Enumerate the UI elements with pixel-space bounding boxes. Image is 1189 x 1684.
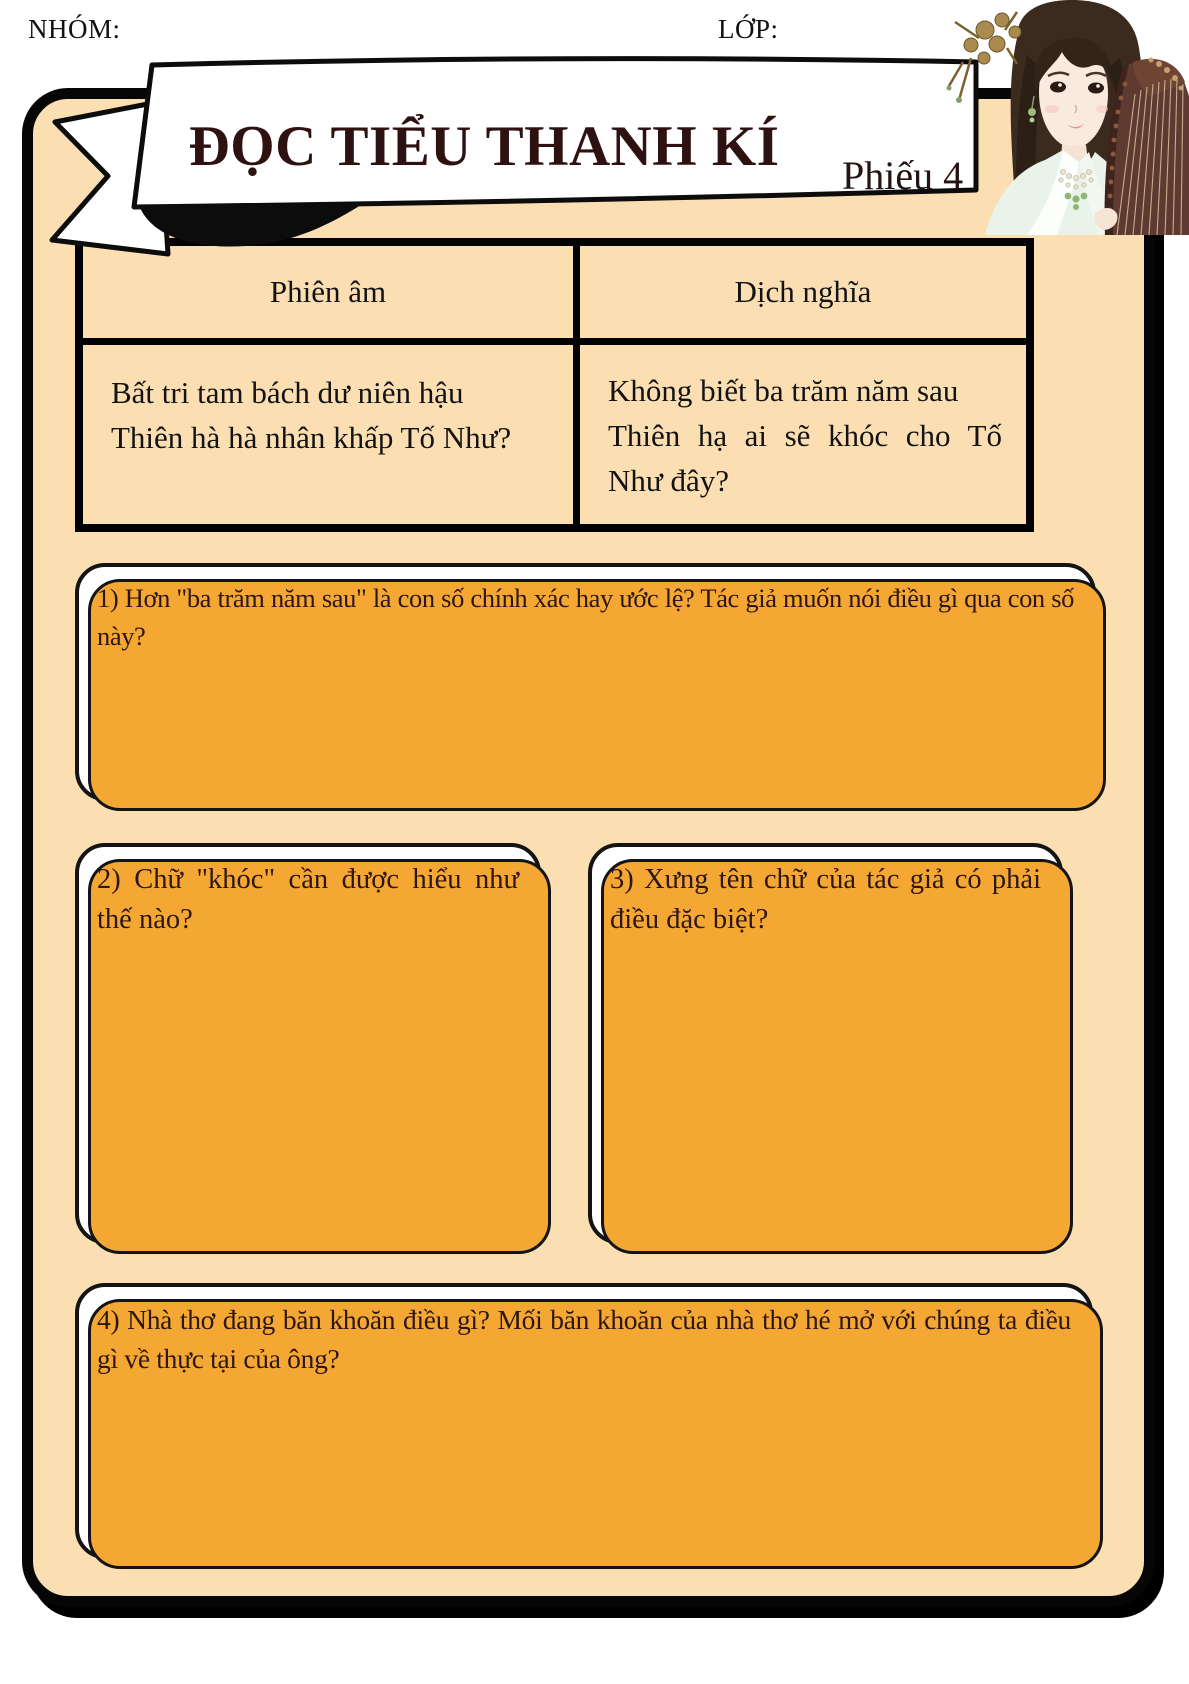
worksheet-title: ĐỌC TIỂU THANH KÍ <box>188 115 780 178</box>
question-1-text: 1) Hơn "ba trăm năm sau" là con số chính xác hay ước lệ? Tác giả muốn nói điều gì qua con số này? <box>97 583 1074 651</box>
question-4-text: 4) Nhà thơ đang băn khoăn điều gì? Mối băn khoăn của nhà thơ hé mở với chúng ta điều gì về thực tại của ông? <box>97 1304 1071 1375</box>
table-cell-dich-nghia <box>580 345 1026 524</box>
woman-guzheng-illustration <box>867 0 1189 235</box>
sheet-number-label: Phiếu 4 <box>842 153 964 198</box>
answer-box-question-1[interactable] <box>75 563 1096 801</box>
answer-box-question-4[interactable] <box>75 1283 1093 1559</box>
table-header-phien-am: Phiên âm <box>83 246 580 345</box>
answer-box-question-2[interactable] <box>75 843 541 1244</box>
class-label: LỚP: <box>718 14 779 44</box>
question-2-text: 2) Chữ "khóc" cần được hiểu như thế nào? <box>97 864 519 936</box>
phien-am-line-2: Thiên hà hà nhân khấp Tố Như? <box>111 419 512 455</box>
poem-table <box>75 238 1034 532</box>
table-cell-phien-am <box>83 345 580 524</box>
dich-nghia-line-1: Không biết ba trăm năm sau <box>608 373 959 408</box>
table-header-dich-nghia: Dịch nghĩa <box>580 246 1026 345</box>
phien-am-line-1: Bất tri tam bách dư niên hậu <box>111 375 464 410</box>
question-3-text: 3) Xưng tên chữ của tác giả có phải điều đặc biệt? <box>610 864 1041 936</box>
dich-nghia-line-2: Thiên hạ ai sẽ khóc cho Tố Như đây? <box>608 417 1002 498</box>
answer-box-question-3[interactable] <box>588 843 1063 1244</box>
group-label: NHÓM: <box>28 14 121 44</box>
